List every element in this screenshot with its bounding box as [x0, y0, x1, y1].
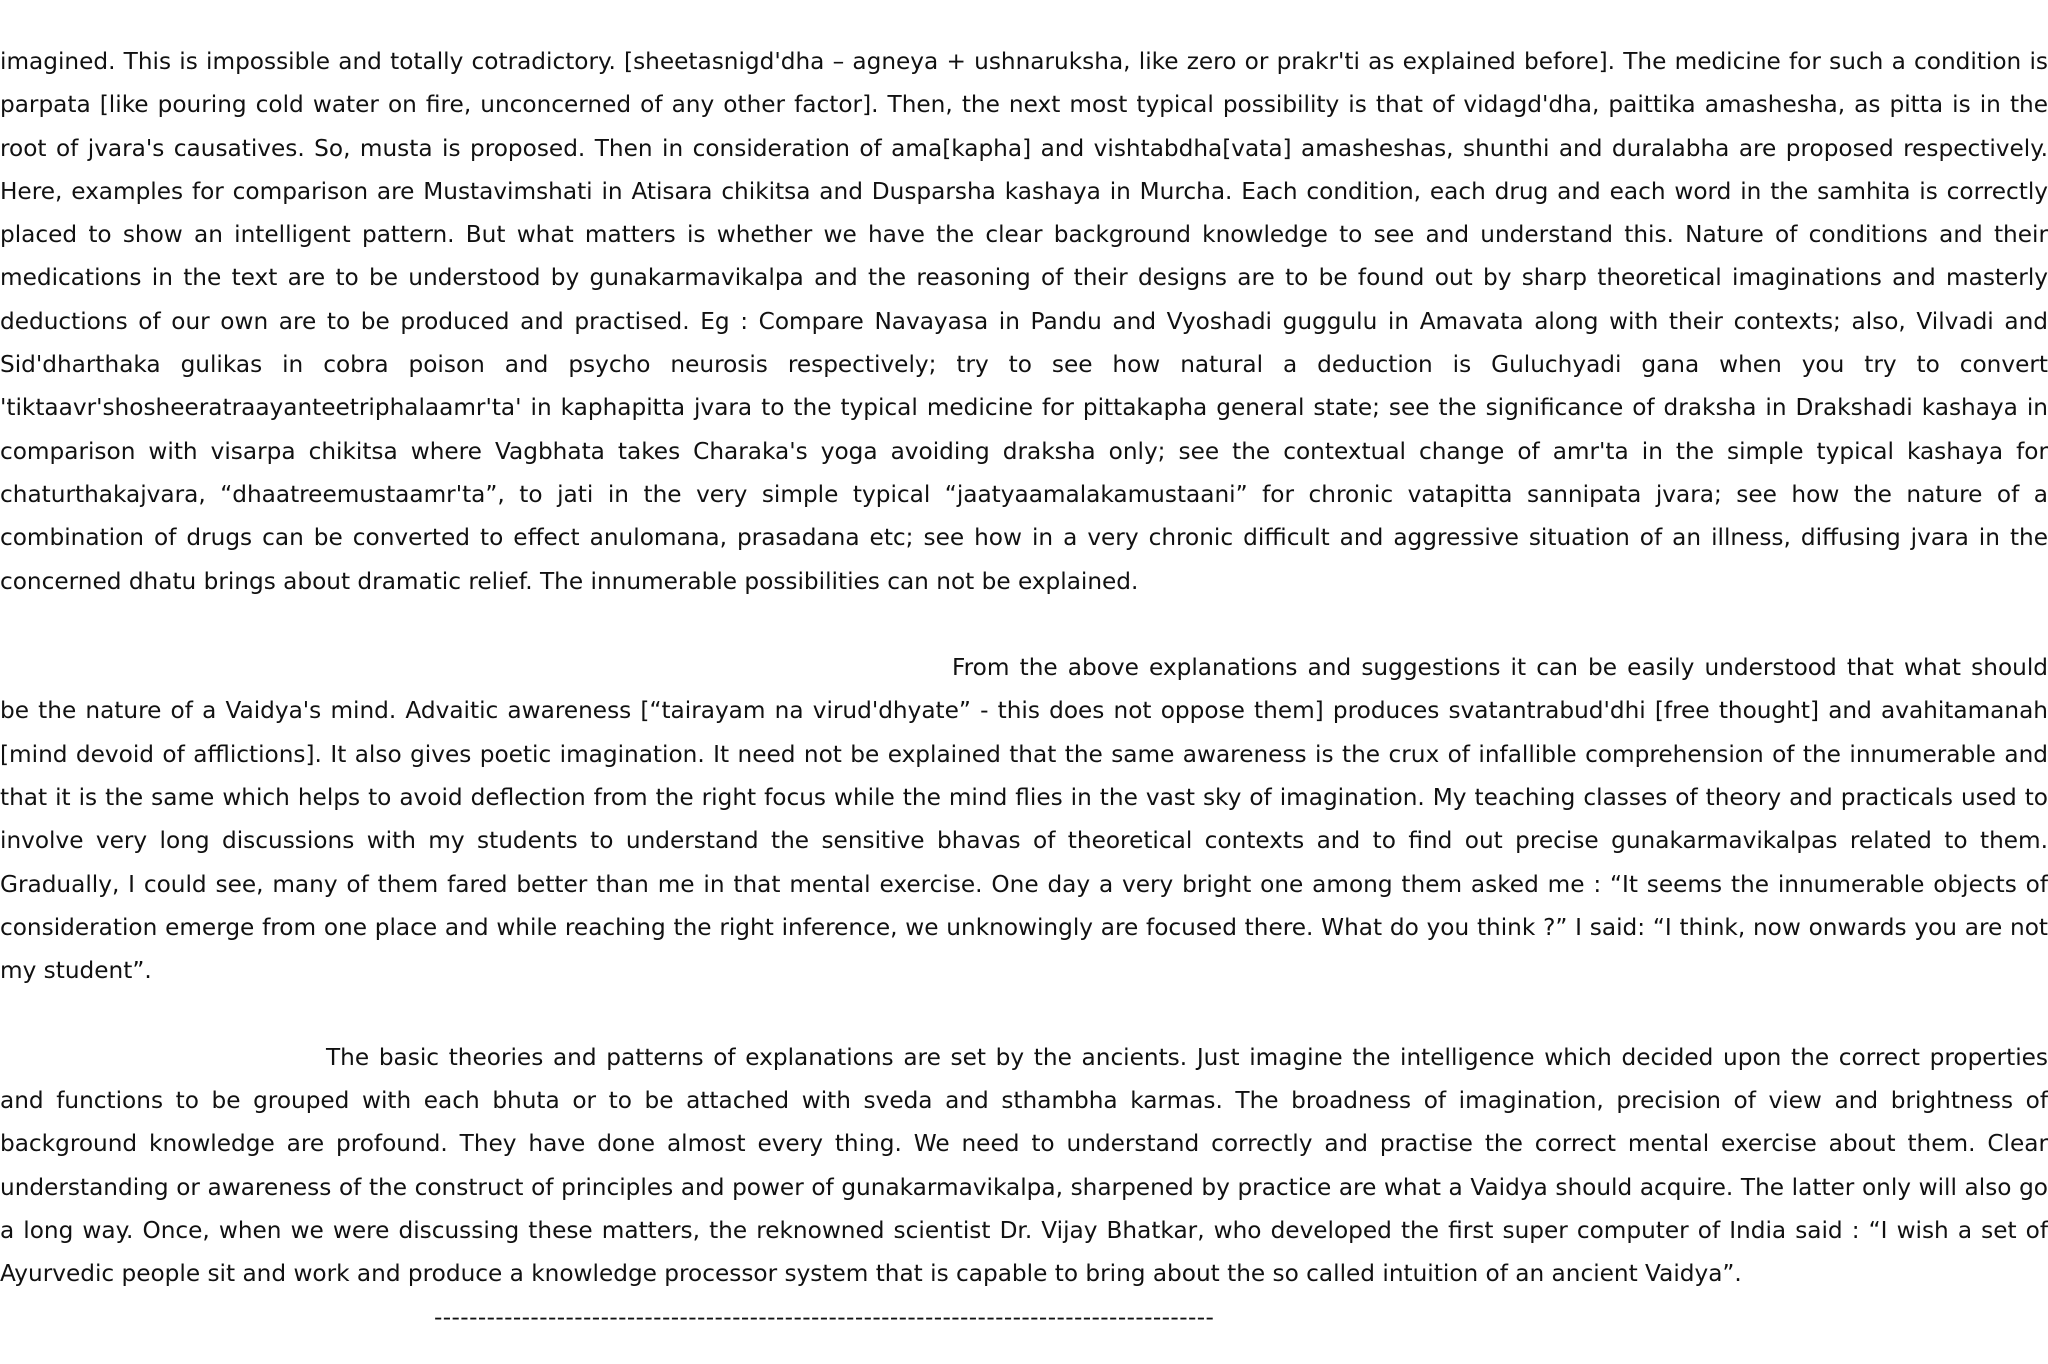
document-page: [0, 40, 2048, 1339]
paragraph-ancient-theories: The basic theories and patterns of explanations are set by the ancients. Just imagine the intelligence which decided upon the correct properties and functions to be grouped with each bhuta or to be attached with sveda and sthambha karmas. The broadness of imagination, precision of view and brightness of background knowledge are profound. They have done almost every thing. We need to understand correctly and practise the correct mental exercise about them. Clear understanding or awareness of the construct of principles and power of gunakarmavikalpa, sharpened by practice are what a Vaidya should acquire. The latter only will also go a long way. Once, when we were discussing these matters, the reknowned scientist Dr. Vijay Bhatkar, who developed the first super computer of India said : “I wish a set of Ayurvedic people sit and work and produce a knowledge processor system that is capable to bring about the so called intuition of an ancient Vaidya”.: [0, 1043, 2048, 1288]
paragraph-spacer: [0, 993, 2048, 1036]
paragraph-vaidya-mind: From the above explanations and suggestions it can be easily understood that what should be the nature of a Vaidya's mind. Advaitic awareness [“tairayam na virud'dhyate” - this does not oppose them] produces svatantrabud'dhi [free thought] and avahitamanah [mind devoid of afflictions]. It also gives poetic imagination. It need not be explained that the same awareness is the crux of infallible comprehension of the innumerable and that it is the same which helps to avoid deflection from the right focus while the mind flies in the vast sky of imagination. My teaching classes of theory and practicals used to involve very long discussions with my students to understand the sensitive bhavas of theoretical contexts and to find out precise gunakarmavikalpas related to them. Gradually, I could see, many of them fared better than me in that mental exercise. One day a very bright one among them asked me : “It seems the innumerable objects of consideration emerge from one place and while reaching the right inference, we unknowingly are focused there. What do you think ?” I said: “I think, now onwards you are not my student”.: [0, 654, 2048, 985]
paragraph-spacer: [0, 603, 2048, 646]
paragraph-prescription-patterns: imagined. This is impossible and totally cotradictory. [sheetasnigd'dha – agneya + ushnaruksha, like zero or prakr'ti as explained before]. The medicine for such a condition is parpata [like pouring cold water on fire, unconcerned of any other factor]. Then, the next most typical possibility is that of vidagd'dha, paittika amashesha, as pitta is in the root of jvara's causatives. So, musta is proposed. Then in consideration of ama[kapha] and vishtabdha[vata] amasheshas, shunthi and duralabha are proposed respectively. Here, examples for comparison are Mustavimshati in Atisara chikitsa and Dusparsha kashaya in Murcha. Each condition, each drug and each word in the samhita is correctly placed to show an intelligent pattern. But what matters is whether we have the clear background knowledge to see and understand this. Nature of conditions and their medications in the text are to be understood by gunakarmavikalpa and the reasoning of their designs are to be found out by sharp theoretical imaginations and masterly deductions of our own are to be produced and practised. Eg : Compare Navayasa in Pandu and Vyoshadi guggulu in Amavata along with their contexts; also, Vilvadi and Sid'dharthaka gulikas in cobra poison and psycho neurosis respectively; try to see how natural a deduction is Guluchyadi gana when you try to convert 'tiktaavr'shosheeratraayanteetriphalaamr'ta' in kaphapitta jvara to the typical medicine for pittakapha general state; see the significance of draksha in Drakshadi kashaya in comparison with visarpa chikitsa where Vagbhata takes Charaka's yoga avoiding draksha only; see the contextual change of amr'ta in the simple typical kashaya for chaturthakajvara, “dhaatreemustaamr'ta”, to jati in the very simple typical “jaatyaamalakamustaani” for chronic vatapitta sannipata jvara; see how the nature of a combination of drugs can be converted to effect anulomana, prasadana etc; see how in a very chronic difficult and aggressive situation of an illness, diffusing jvara in the concerned dhatu brings about dramatic relief. The innumerable possibilities can not be explained.: [0, 48, 2048, 595]
closing-dash-rule: -----------------------------------------------------------------------------------------: [434, 1303, 1215, 1331]
